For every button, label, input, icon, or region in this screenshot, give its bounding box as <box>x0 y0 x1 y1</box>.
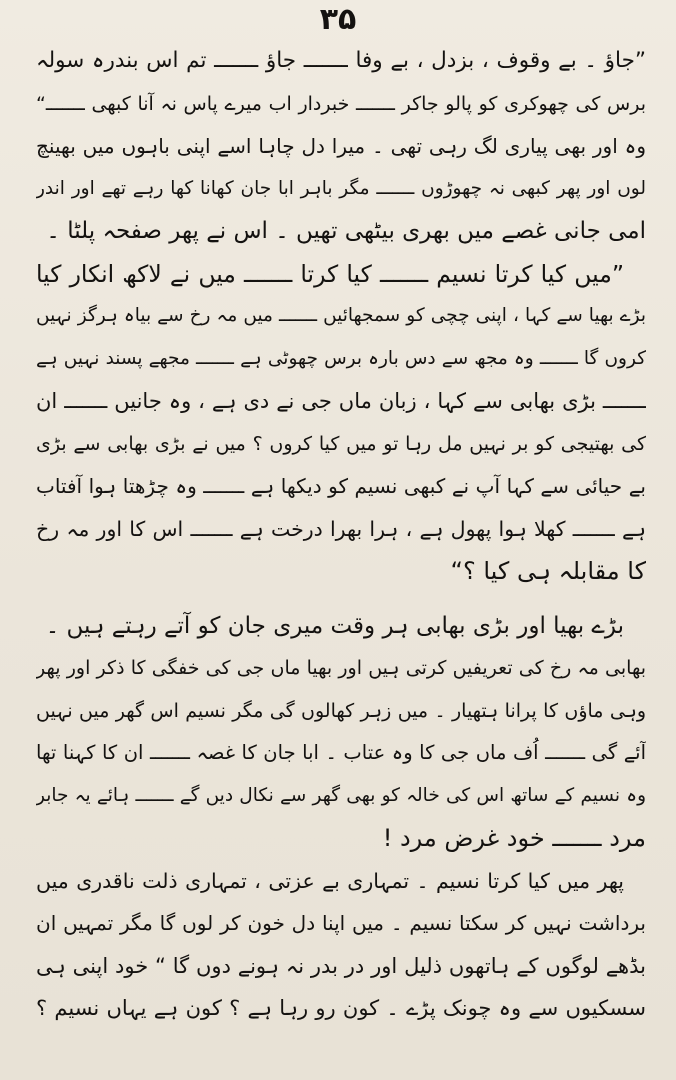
page-number: ۳۵ <box>319 2 357 37</box>
text-line: بڈھے لوگوں کے ہاتھوں ذلیل اور در بدر نہ ہونے دوں گا “ خود اپنی ہی <box>36 953 646 978</box>
text-line: بڑے بھیا اور بڑی بھابی ہر وقت میری جان کو آتے رہتے ہیں ۔ <box>45 612 624 639</box>
text-line: وہ اور بھی پیاری لگ رہی تھی ۔ میرا دل چاہا اسے اپنی باہوں میں بھینچ <box>36 134 646 158</box>
text-line: آئے گی ـــــــ اُف ماں جی کا وہ عتاب ۔ ابا جان کا غصہ ـــــــ ان کا کہنا تھا <box>36 741 646 764</box>
text-line: بھابی مہ رخ کی تعریفیں کرتی ہیں اور بھیا ماں جی کی خفگی کا ذکر اور پھر <box>36 657 646 679</box>
text-line: وہی ماؤں کا پرانا ہتھیار ۔ میں زہر کھالوں گی مگر نسیم اس گھر میں نہیں <box>36 699 646 722</box>
text-line: پھر میں کیا کرتا نسیم ۔ تمہاری بے عزتی ، تمہاری ذلت ناقدری میں <box>36 868 624 893</box>
text-line: مرد ـــــــ خود غرض مرد ! <box>382 824 646 852</box>
text-line: سسکیوں سے وہ چونک پڑے ۔ کون رو رہا ہے ؟ کون ہے یہاں نسیم ؟ <box>36 996 646 1020</box>
text-line: بڑے بھیا سے کہا ، اپنی چچی کو سمجھائیں ـــــــ میں مہ رخ سے بیاہ ہرگز نہیں <box>36 305 646 326</box>
text-line: برداشت نہیں کر سکتا نسیم ۔ میں اپنا دل خون کر لوں گا مگر تمہیں ان <box>36 911 646 935</box>
text-line: برس کی چھوکری کو پالو جاکر ـــــــ خبردار اب میرے پاس نہ آنا کبھی ـــــــ“ <box>36 92 646 115</box>
text-line: کا مقابلہ ہی کیا ؟“ <box>450 557 646 585</box>
text-line: ـــــــ بڑی بھابی سے کہا ، زبان ماں جی نے دی ہے ، وہ جانیں ـــــــ ان <box>36 389 646 413</box>
text-line: ”جاؤ ۔ بے وقوف ، بزدل ، بے وفا ـــــــ جاؤ ـــــــ تم اس بندرہ سولہ <box>36 48 646 73</box>
text-line: امی جانی غصے میں بھری بیٹھی تھیں ۔ اس نے پھر صفحہ پلٹا ۔ <box>46 218 646 244</box>
text-line: وہ نسیم کے ساتھ اس کی خالہ کو بھی گھر سے نکال دیں گے ـــــــ ہائے یہ جابر <box>36 784 646 806</box>
body-text <box>36 40 646 1030</box>
text-line: ”میں کیا کرتا نسیم ـــــــ کیا کرتا ـــــــ میں نے لاکھ انکار کیا <box>36 259 624 288</box>
text-line: کروں گا ـــــــ وہ مجھ سے دس بارہ برس چھوٹی ہے ـــــــ مجھے پسند نہیں ہے <box>36 347 646 369</box>
text-line: بے حیائی سے کہا آپ نے کبھی نسیم کو دیکھا ہے ـــــــ وہ چڑھتا ہوا آفتاب <box>36 474 646 498</box>
text-line: کی بھتیجی کو بر نہیں مل رہا تو میں کیا کروں ؟ میں نے بڑی بھابی سے بڑی <box>36 432 646 455</box>
text-line: ہے ـــــــ کھلا ہوا پھول ہے ، ہرا بھرا درخت ہے ـــــــ اس کا اور مہ رخ <box>36 516 646 541</box>
text-line: لوں اور پھر کبھی نہ چھوڑوں ـــــــ مگر باہر ابا جان کھانا کھا رہے تھے اور اندر <box>36 177 646 199</box>
